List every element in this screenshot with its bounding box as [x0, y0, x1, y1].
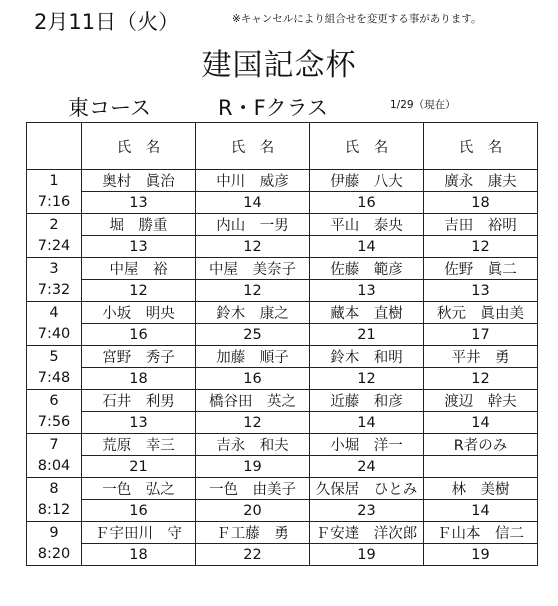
player-name: 廣永 康夫 [424, 170, 538, 192]
player-handicap: 13 [82, 192, 196, 214]
header-corner-cell [27, 123, 82, 170]
pairing-table [26, 122, 538, 566]
player-name: 平山 泰央 [310, 214, 424, 236]
tee-time: 7:16 [37, 193, 71, 210]
group-number: 8 [49, 480, 59, 497]
group-number: 3 [49, 260, 59, 277]
player-handicap [424, 456, 538, 478]
group-handicap-row [27, 324, 538, 346]
player-name: Ｆ宇田川 守 [82, 522, 196, 544]
player-name: R者のみ [424, 434, 538, 456]
group-handicap-row [27, 456, 538, 478]
player-name: 林 美樹 [424, 478, 538, 500]
player-handicap: 12 [424, 236, 538, 258]
group-name-row [27, 390, 538, 412]
group-number: 7 [49, 436, 59, 453]
player-handicap: 14 [310, 236, 424, 258]
player-handicap: 12 [310, 368, 424, 390]
player-name: 鈴木 康之 [196, 302, 310, 324]
player-handicap: 12 [424, 368, 538, 390]
group-number: 2 [49, 216, 59, 233]
group-handicap-row [27, 412, 538, 434]
tee-time: 8:04 [37, 457, 71, 474]
group-handicap-row [27, 280, 538, 302]
group-name-row [27, 214, 538, 236]
player-handicap: 13 [82, 236, 196, 258]
group-name-row [27, 434, 538, 456]
group-number: 1 [49, 172, 59, 189]
player-name: 平井 勇 [424, 346, 538, 368]
player-name: 久保居 ひとみ [310, 478, 424, 500]
player-name: 吉田 裕明 [424, 214, 538, 236]
player-handicap: 25 [196, 324, 310, 346]
group-handicap-row [27, 368, 538, 390]
player-handicap: 16 [82, 324, 196, 346]
player-handicap: 14 [424, 412, 538, 434]
tee-time: 7:56 [37, 413, 71, 430]
player-name: 内山 一男 [196, 214, 310, 236]
player-name: 佐野 眞二 [424, 258, 538, 280]
group-number: 5 [49, 348, 59, 365]
group-handicap-row [27, 544, 538, 566]
player-name: 小坂 明央 [82, 302, 196, 324]
player-name: 佐藤 範彦 [310, 258, 424, 280]
player-name: 秋元 眞由美 [424, 302, 538, 324]
player-name: Ｆ山本 信二 [424, 522, 538, 544]
group-slot-cell [27, 258, 82, 302]
group-slot-cell [27, 170, 82, 214]
player-name: 奥村 眞治 [82, 170, 196, 192]
player-handicap: 13 [82, 412, 196, 434]
player-name: 宮野 秀子 [82, 346, 196, 368]
player-name: 近藤 和彦 [310, 390, 424, 412]
player-handicap: 16 [82, 500, 196, 522]
player-handicap: 23 [310, 500, 424, 522]
table-header-row [27, 123, 538, 170]
player-handicap: 12 [196, 280, 310, 302]
group-slot-cell [27, 390, 82, 434]
player-handicap: 18 [82, 368, 196, 390]
player-handicap: 16 [310, 192, 424, 214]
player-name: 中川 威彦 [196, 170, 310, 192]
player-handicap: 18 [424, 192, 538, 214]
group-number: 6 [49, 392, 59, 409]
player-handicap: 14 [310, 412, 424, 434]
group-handicap-row [27, 192, 538, 214]
player-name: 小堀 洋一 [310, 434, 424, 456]
header-name-1: 氏 名 [82, 123, 196, 170]
tee-time: 7:24 [37, 237, 71, 254]
group-name-row [27, 346, 538, 368]
group-slot-cell [27, 346, 82, 390]
player-handicap: 18 [82, 544, 196, 566]
player-name: 加藤 順子 [196, 346, 310, 368]
group-slot-cell [27, 434, 82, 478]
group-name-row [27, 302, 538, 324]
player-handicap: 14 [424, 500, 538, 522]
tee-time: 7:32 [37, 281, 71, 298]
player-handicap: 13 [424, 280, 538, 302]
tee-time: 8:20 [37, 545, 71, 562]
group-slot-cell [27, 478, 82, 522]
player-name: 鈴木 和明 [310, 346, 424, 368]
player-handicap: 20 [196, 500, 310, 522]
course-label: 東コース [68, 96, 151, 120]
header-name-2: 氏 名 [196, 123, 310, 170]
player-name: 堀 勝重 [82, 214, 196, 236]
player-name: 渡辺 幹夫 [424, 390, 538, 412]
player-name: Ｆ安達 洋次郎 [310, 522, 424, 544]
group-slot-cell [27, 302, 82, 346]
date-label: 2月11日（火） [34, 10, 180, 34]
group-name-row [27, 170, 538, 192]
header-name-4: 氏 名 [424, 123, 538, 170]
player-name: 橋谷田 英之 [196, 390, 310, 412]
player-name: Ｆ工藤 勇 [196, 522, 310, 544]
player-handicap: 12 [82, 280, 196, 302]
group-name-row [27, 258, 538, 280]
player-handicap: 12 [196, 236, 310, 258]
player-handicap: 19 [424, 544, 538, 566]
player-handicap: 21 [310, 324, 424, 346]
player-name: 伊藤 八大 [310, 170, 424, 192]
group-slot-cell [27, 214, 82, 258]
tee-time: 7:40 [37, 325, 71, 342]
player-name: 石井 利男 [82, 390, 196, 412]
class-label: R・Fクラス [218, 96, 329, 120]
player-handicap: 12 [196, 412, 310, 434]
player-name: 中屋 裕 [82, 258, 196, 280]
group-name-row [27, 522, 538, 544]
tee-time: 7:48 [37, 369, 71, 386]
group-slot-cell [27, 522, 82, 566]
group-number: 9 [49, 524, 59, 541]
page-title: 建国記念杯 [201, 48, 357, 83]
player-handicap: 14 [196, 192, 310, 214]
player-name: 荒原 幸三 [82, 434, 196, 456]
player-name: 吉永 和夫 [196, 434, 310, 456]
cancellation-notice: ※キャンセルにより組合せを変更する事があります。 [232, 13, 482, 25]
player-handicap: 22 [196, 544, 310, 566]
player-name: 一色 由美子 [196, 478, 310, 500]
player-handicap: 21 [82, 456, 196, 478]
player-handicap: 13 [310, 280, 424, 302]
player-name: 藏本 直樹 [310, 302, 424, 324]
as-of-date: 1/29（現在） [390, 99, 456, 111]
group-handicap-row [27, 236, 538, 258]
tee-time: 8:12 [37, 501, 71, 518]
group-name-row [27, 478, 538, 500]
player-name: 一色 弘之 [82, 478, 196, 500]
player-handicap: 24 [310, 456, 424, 478]
player-name: 中屋 美奈子 [196, 258, 310, 280]
header-name-3: 氏 名 [310, 123, 424, 170]
player-handicap: 17 [424, 324, 538, 346]
group-handicap-row [27, 500, 538, 522]
player-handicap: 19 [310, 544, 424, 566]
player-handicap: 16 [196, 368, 310, 390]
player-handicap: 19 [196, 456, 310, 478]
group-number: 4 [49, 304, 59, 321]
